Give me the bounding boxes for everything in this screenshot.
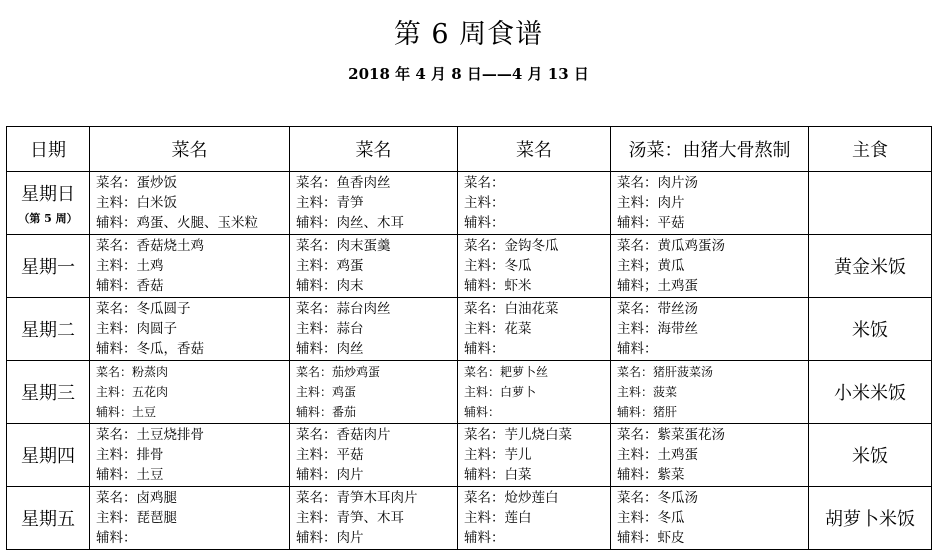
- staple-food-cell: [809, 172, 932, 235]
- soup-cell: [611, 361, 809, 424]
- soup-cell: [611, 235, 809, 298]
- dish-name: 菜名：青笋木耳肉片: [296, 490, 418, 506]
- main-ingredient: 主料：莲白: [464, 510, 532, 526]
- day-cell: [7, 361, 90, 424]
- dish-name: 菜名：蒜台肉丝: [296, 301, 391, 317]
- dish-name: 菜名：冬瓜圆子: [96, 301, 191, 317]
- side-ingredient: 辅料：: [464, 530, 505, 546]
- dish-cell: [458, 172, 611, 235]
- side-ingredient: 辅料：: [96, 530, 137, 546]
- main-ingredient: 主料：青笋、木耳: [296, 510, 404, 526]
- main-ingredient: 主料：土鸡蛋: [617, 447, 698, 463]
- side-ingredient: 辅料：鸡蛋、火腿、玉米粒: [96, 215, 258, 231]
- dish-cell: [458, 298, 611, 361]
- dish-cell: [290, 487, 458, 550]
- table-row-friday: [7, 487, 932, 550]
- header-staple: 主食: [809, 127, 932, 172]
- day-label: 星期四: [21, 446, 75, 467]
- side-ingredient: 辅料：土豆: [96, 467, 164, 483]
- main-ingredient: 主料：菠菜: [617, 385, 678, 399]
- main-ingredient: 主料：肉圆子: [96, 321, 177, 337]
- dish-cell: [290, 235, 458, 298]
- dish-cell: [458, 361, 611, 424]
- main-ingredient: 主料：土鸡: [96, 258, 164, 274]
- dish-name: 菜名：肉片汤: [617, 175, 698, 191]
- dish-name: 菜名：香菇烧土鸡: [96, 238, 204, 254]
- main-ingredient: 主料：海带丝: [617, 321, 698, 337]
- main-ingredient: 主料；黄瓜: [617, 258, 685, 274]
- side-ingredient: 辅料：香菇: [96, 278, 164, 294]
- side-ingredient: 辅料：白菜: [464, 467, 532, 483]
- side-ingredient: 辅料：: [464, 405, 501, 419]
- side-ingredient: 辅料：肉末: [296, 278, 364, 294]
- staple-food-cell: 小米米饭: [809, 361, 932, 424]
- date-range: 2018 年 4 月 8 日——4 月 13 日: [348, 65, 589, 83]
- side-ingredient: 辅料：土豆: [96, 405, 157, 419]
- dish-name: 菜名：芋儿烧白菜: [464, 427, 572, 443]
- side-ingredient: 辅料；土鸡蛋: [617, 278, 698, 294]
- main-ingredient: 主料：: [464, 195, 505, 211]
- soup-cell: [611, 424, 809, 487]
- table-row-thursday: [7, 424, 932, 487]
- day-label: 星期二: [21, 320, 75, 341]
- soup-cell: [611, 298, 809, 361]
- staple-food-cell: 米饭: [809, 424, 932, 487]
- main-ingredient: 主料：五花肉: [96, 385, 169, 399]
- main-ingredient: 主料：琵琶腿: [96, 510, 177, 526]
- dish-name: 菜名：茄炒鸡蛋: [296, 365, 381, 379]
- dish-cell: [90, 361, 290, 424]
- main-ingredient: 主料：白萝卜: [464, 385, 537, 399]
- dish-name: 菜名：耙萝卜丝: [464, 365, 549, 379]
- dish-name: 菜名：肉末蛋羹: [296, 238, 391, 254]
- dish-name: 菜名：金钩冬瓜: [464, 238, 559, 254]
- dish-name: 菜名：香菇肉片: [296, 427, 391, 443]
- staple-food-cell: 黄金米饭: [809, 235, 932, 298]
- dish-name: 菜名：鱼香肉丝: [296, 175, 391, 191]
- day-cell: [7, 235, 90, 298]
- dish-name: 菜名：土豆烧排骨: [96, 427, 204, 443]
- day-label: 星期三: [21, 383, 75, 404]
- main-ingredient: 主料：鸡蛋: [296, 258, 364, 274]
- header-dish-1: 菜名: [90, 127, 290, 172]
- side-ingredient: 辅料：番茄: [296, 405, 357, 419]
- side-ingredient: 辅料：平菇: [617, 215, 685, 231]
- dish-cell: [90, 298, 290, 361]
- dish-cell: [290, 424, 458, 487]
- main-ingredient: 主料：芋儿: [464, 447, 532, 463]
- soup-cell: [611, 172, 809, 235]
- side-ingredient: 辅料：: [464, 215, 505, 231]
- dish-cell: [90, 172, 290, 235]
- main-ingredient: 主料：鸡蛋: [296, 385, 357, 399]
- table-row-wednesday: [7, 361, 932, 424]
- dish-cell: [458, 487, 611, 550]
- page-title: 第 6 周食谱: [393, 19, 544, 50]
- dish-cell: [290, 298, 458, 361]
- dish-cell: [290, 361, 458, 424]
- main-ingredient: 主料：白米饭: [96, 195, 177, 211]
- day-cell: [7, 424, 90, 487]
- day-cell: [7, 298, 90, 361]
- day-label: 星期五: [21, 509, 75, 530]
- header-date: 日期: [7, 127, 90, 172]
- table-row-sunday: [7, 172, 932, 235]
- main-ingredient: 主料：平菇: [296, 447, 364, 463]
- side-ingredient: 辅料：肉丝、木耳: [296, 215, 404, 231]
- menu-table: [6, 126, 932, 550]
- dish-name: 菜名：黄瓜鸡蛋汤: [617, 238, 725, 254]
- staple-food-cell: 胡萝卜米饭: [809, 487, 932, 550]
- side-ingredient: 辅料：: [464, 341, 505, 357]
- side-ingredient: 辅料：紫菜: [617, 467, 685, 483]
- main-ingredient: 主料：花菜: [464, 321, 532, 337]
- dish-cell: [90, 424, 290, 487]
- table-row-tuesday: [7, 298, 932, 361]
- table-row-monday: [7, 235, 932, 298]
- dish-cell: [290, 172, 458, 235]
- dish-cell: [90, 235, 290, 298]
- main-ingredient: 主料：肉片: [617, 195, 685, 211]
- staple-food-cell: 米饭: [809, 298, 932, 361]
- main-ingredient: 主料：蒜台: [296, 321, 364, 337]
- side-ingredient: 辅料：虾皮: [617, 530, 685, 546]
- dish-cell: [458, 235, 611, 298]
- dish-name: 菜名：粉蒸肉: [96, 365, 169, 379]
- dish-name: 菜名：蛋炒饭: [96, 175, 177, 191]
- dish-name: 菜名：: [464, 175, 505, 191]
- side-ingredient: 辅料：: [617, 341, 658, 357]
- side-ingredient: 辅料：冬瓜，香菇: [96, 341, 204, 357]
- dish-name: 菜名：炝炒莲白: [464, 490, 559, 506]
- dish-name: 菜名：猪肝菠菜汤: [617, 365, 714, 379]
- week-note: （第 5 周）: [18, 212, 78, 225]
- dish-cell: [90, 487, 290, 550]
- main-ingredient: 主料：冬瓜: [617, 510, 685, 526]
- dish-name: 菜名：卤鸡腿: [96, 490, 177, 506]
- day-label: 星期日: [21, 184, 75, 205]
- side-ingredient: 辅料：肉片: [296, 467, 364, 483]
- table-header-row: [7, 127, 932, 172]
- dish-name: 菜名：冬瓜汤: [617, 490, 698, 506]
- main-ingredient: 主料：青笋: [296, 195, 364, 211]
- dish-cell: [458, 424, 611, 487]
- day-cell: [7, 487, 90, 550]
- main-ingredient: 主料：冬瓜: [464, 258, 532, 274]
- header-dish-2: 菜名: [290, 127, 458, 172]
- dish-name: 菜名：白油花菜: [464, 301, 559, 317]
- header-dish-3: 菜名: [458, 127, 611, 172]
- side-ingredient: 辅料：肉丝: [296, 341, 364, 357]
- soup-cell: [611, 487, 809, 550]
- dish-name: 菜名：带丝汤: [617, 301, 698, 317]
- side-ingredient: 辅料：虾米: [464, 278, 532, 294]
- main-ingredient: 主料：排骨: [96, 447, 164, 463]
- header-soup: 汤菜：由猪大骨熬制: [611, 127, 809, 172]
- day-label: 星期一: [21, 257, 75, 278]
- day-cell: [7, 172, 90, 235]
- side-ingredient: 辅料：肉片: [296, 530, 364, 546]
- dish-name: 菜名：紫菜蛋花汤: [617, 427, 725, 443]
- side-ingredient: 辅料：猪肝: [617, 405, 678, 419]
